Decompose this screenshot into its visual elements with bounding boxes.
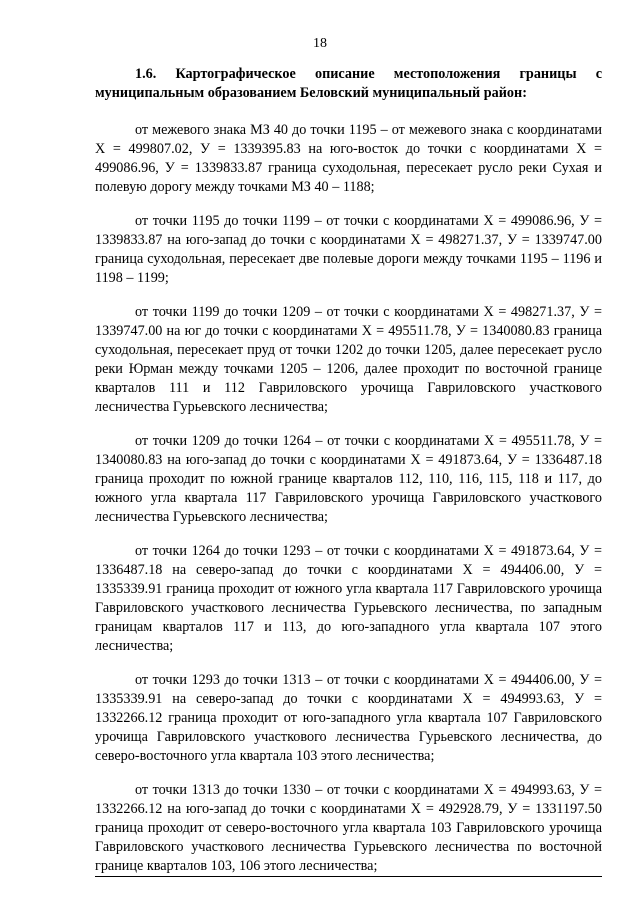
footer-divider	[95, 876, 602, 877]
section-heading: 1.6. Картографическое описание местоположения границы с муниципальным образованием Беловский муниципальный район:	[95, 66, 602, 101]
boundary-paragraph: от точки 1313 до точки 1330 – от точки с координатами Х = 494993.63, У = 1332266.12 на юго-запад до точки с координатами Х = 492928.79, У = 1331197.50 граница проходит от северо-восточного угла квартала 103 Гавриловского урочища Гавриловского участкового лесничества Гурьевского лесничества по восточной границе кварталов 103, 106 этого лесничества;	[95, 782, 602, 874]
boundary-paragraph: от точки 1264 до точки 1293 – от точки с координатами Х = 491873.64, У = 1336487.18 на северо-запад до точки с координатами Х = 494406.00, У = 1335339.91 граница проходит от южного угла квартала 117 Гавриловского урочища Гавриловского участкового лесничества Гурьевского лесничества, по западным границам кварталов 117 и 113, до юго-западного угла квартала 107 этого лесничества;	[95, 543, 602, 654]
page-number: 18	[313, 36, 327, 51]
boundary-paragraph: от точки 1195 до точки 1199 – от точки с координатами Х = 499086.96, У = 1339833.87 на юго-запад до точки с координатами Х = 498271.37, У = 1339747.00 граница суходольная, пересекает две полевые дороги между точками 1195 – 1196 и 1198 – 1199;	[95, 213, 602, 286]
boundary-paragraph: от точки 1199 до точки 1209 – от точки с координатами Х = 498271.37, У = 1339747.00 на юг до точки с координатами Х = 495511.78, У = 1340080.83 граница суходольная, пересекает пруд от точки 1202 до точки 1205, далее пересекает русло реки Юрман между точками 1205 – 1206, далее проходит по восточной границе кварталов 111 и 112 Гавриловского урочища Гавриловского участкового лесничества Гурьевского лесничества;	[95, 304, 602, 415]
document-body	[95, 65, 602, 891]
boundary-paragraph: от точки 1293 до точки 1313 – от точки с координатами Х = 494406.00, У = 1335339.91 на северо-запад до точки с координатами Х = 494993.63, У = 1332266.12 граница проходит от юго-западного угла квартала 107 Гавриловского урочища Гавриловского участкового лесничества Гурьевского лесничества, до северо-восточного угла квартала 103 этого лесничества;	[95, 672, 602, 764]
boundary-paragraph: от межевого знака МЗ 40 до точки 1195 – от межевого знака с координатами Х = 499807.02, У = 1339395.83 на юго-восток до точки с координатами Х = 499086.96, У = 1339833.87 граница суходольная, пересекает русло реки Сухая и полевую дорогу между точками МЗ 40 – 1188;	[95, 122, 602, 195]
boundary-paragraph: от точки 1209 до точки 1264 – от точки с координатами Х = 495511.78, У = 1340080.83 на юго-запад до точки с координатами Х = 491873.64, У = 1336487.18 граница проходит по южной границе кварталов 112, 110, 116, 115, 118 и 117, до южного угла квартала 117 Гавриловского урочища Гавриловского участкового лесничества Гурьевского лесничества;	[95, 433, 602, 525]
